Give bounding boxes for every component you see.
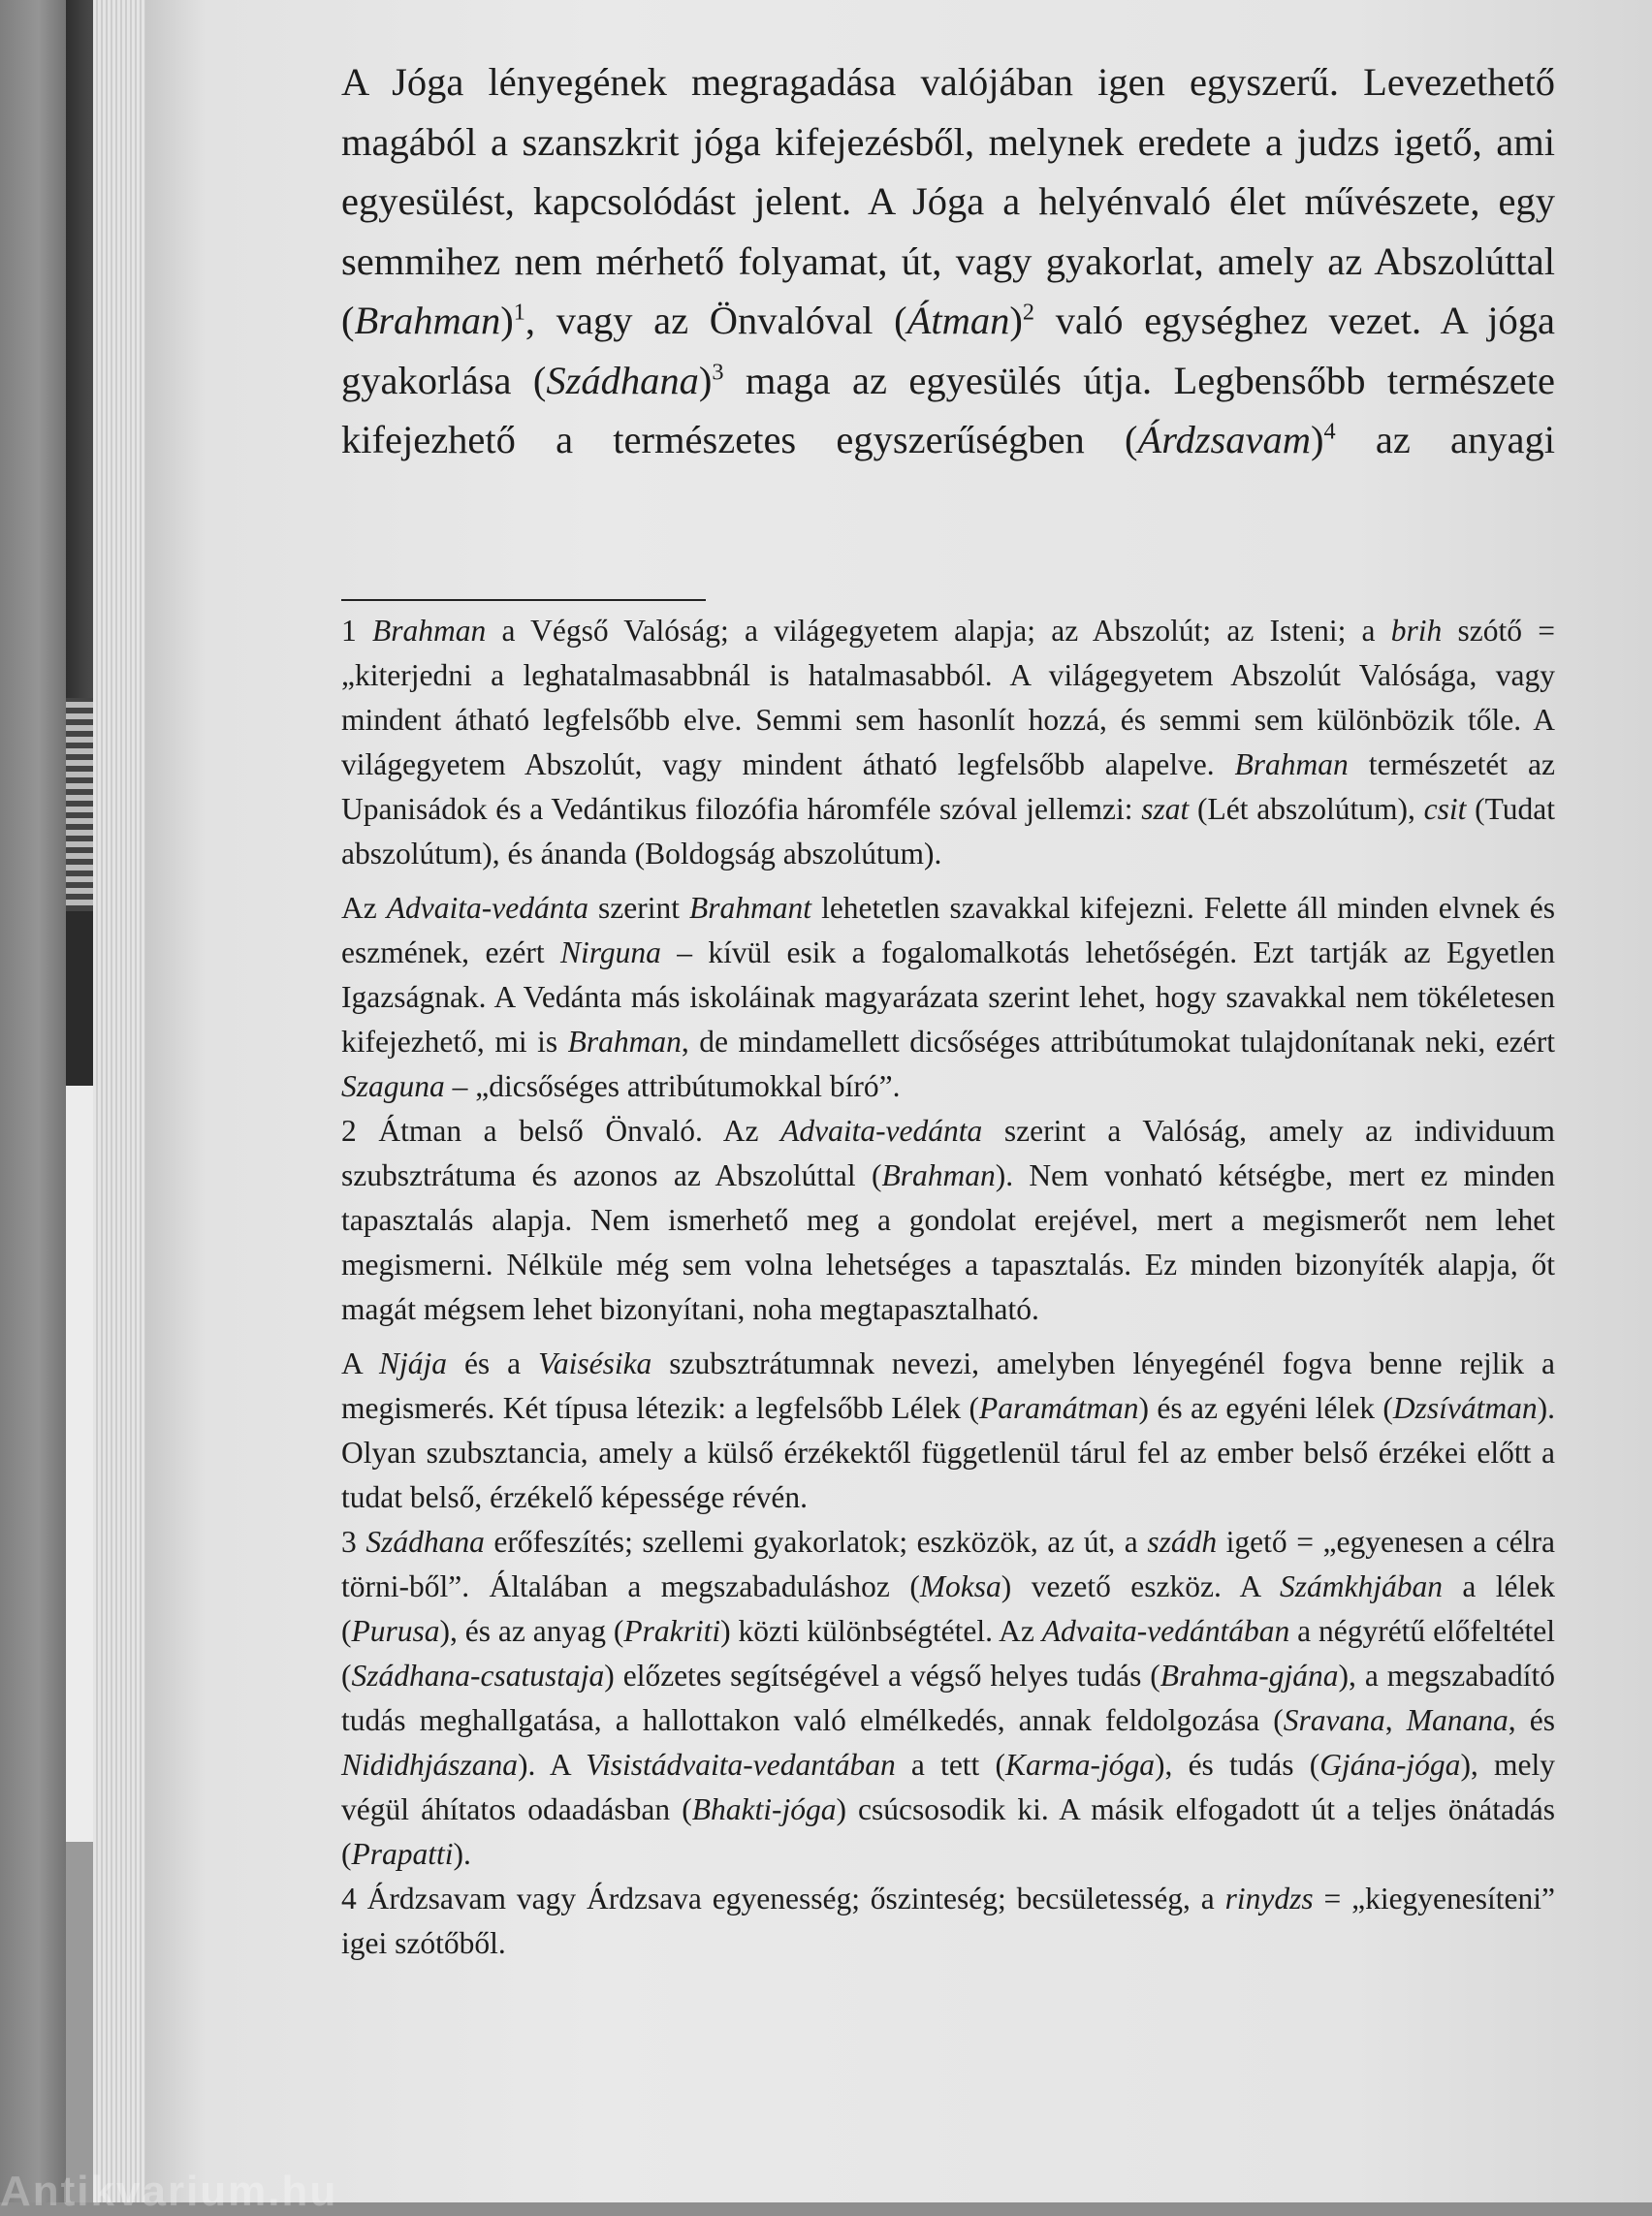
main-text-block [341,52,1555,470]
footnote-2: 2 Átman a belső Önvaló. Az Advaita-vedánta szerint a Valóság, amely az individuum szubsztrátuma és azonos az Abszolúttal (Brahman). Nem vonható kétségbe, mert ez minden tapasztalás alapja. Nem ismerhető meg a gondolat erejével, mert a megismerőt nem lehet megismerni. Nélküle még sem volna lehetséges a tapasztalás. Ez minden bizonyíték alapja, őt magát mégsem lehet bizonyítani, noha megtapasztalható. [341,1114,1555,1326]
main-paragraph: A Jóga lényegének megragadása valójában igen egyszerű. Levezethető magából a szanszkrit jóga kifejezésből, melynek eredete a judzs igető, ami egyesülést, kapcsolódást jelent. A Jóga a helyénvaló élet művészete, egy semmihez nem mérhető folyamat, út, vagy gyakorlat, amely az Abszolúttal (Brahman)$^1$, vagy az Önvalóval (Átman)$^2$ való egységhez vezet. A jóga gyakorlása (Szádhana)$^3$ maga az egyesülés útja. Legbensőbb természete kifejezhető a természetes egyszerűségben (Árdzsavam)$^4$ az anyagi [341,60,1555,461]
footnote-1-continued: Az Advaita-vedánta szerint Brahmant lehetetlen szavakkal kifejezni. Felette áll minden elvnek és eszmének, ezért Nirguna – kívül esik a fogalomalkotás lehetőségén. Ezt tartják az Egyetlen Igazságnak. A Vedánta más iskoláinak magyarázata szerint lehet, hogy szavakkal nem tökéletesen kifejezhető, mi is Brahman, de mindamellett dicsőséges attribútumokat tulajdonítanak neki, ezért Szaguna – „dicsőséges attribútumokkal bíró”. [341,891,1556,1103]
watermark: Antikvarium.hu [0,2168,338,2215]
footnote-ref-2: 2 [1022,299,1035,326]
footnote-ref-4: 4 [1323,418,1336,445]
footnote-ref-3: 3 [712,359,724,385]
footnote-separator [341,599,706,601]
footnote-4: 4 Árdzsavam vagy Árdzsava egyenesség; őszinteség; becsületesség, a rinydzs = „kiegyenesíteni” igei szótőből. [341,1882,1555,1960]
book-left-edge [0,0,70,2202]
footnote-2-continued: A Njája és a Vaisésika szubsztrátumnak nevezi, amelyben lényegénél fogva benne rejlik a megismerés. Két típusa létezik: a legfelsőbb Lélek (Paramátman) és az egyéni lélek (Dzsívátman). Olyan szubsztancia, amely a külső érzékektől függetlenül tárul fel az ember belső érzékei előtt a tudat belső, érzékelő képessége révén. [341,1346,1555,1514]
footnote-3: 3 Szádhana erőfeszítés; szellemi gyakorlatok; eszközök, az út, a szádh igető = „egyenesen a célra törni-ből”. Általában a megszabaduláshoz (Moksa) vezető eszköz. A Számkhjában a lélek (Purusa), és az anyag (Prakriti) közti különbségtétel. Az Advaita-vedántában a négyrétű előfeltétel (Szádhana-csatustaja) előzetes segítségével a végső helyes tudás (Brahma-gjána), a megszabadító tudás meghallgatása, a hallottakon való elmélkedés, annak feldolgozása (Sravana, Manana, és Nididhjászana). A Visistádvaita-vedantában a tett (Karma-jóga), és tudás (Gjána-jóga), mely végül áhítatos odaadásban (Bhakti-jóga) csúcsosodik ki. A másik elfogadott út a teljes önátadás (Prapatti). [341,1525,1555,1871]
footnote-1: 1 Brahman a Végső Valóság; a világegyetem alapja; az Abszolút; az Isteni; a brih szótő = „kiterjedni a leghatalmasabbnál is hatalmasabból. A világegyetem Abszolút Valósága, vagy mindent átható legfelsőbb elve. Semmi sem hasonlít hozzá, és semmi sem különbözik tőle. A világegyetem Abszolút, vagy mindent átható legfelsőbb alapelve. Brahman természetét az Upanisádok és a Vedántikus filozófia háromféle szóval jellemzi: szat (Lét abszolútum), csit (Tudat abszolútum), és ánanda (Boldogság abszolútum). [341,614,1556,871]
footnote-ref-1: 1 [513,299,525,326]
book-spine [66,0,93,2202]
footnotes [341,609,1555,1966]
page-stack-edge [93,0,147,2202]
